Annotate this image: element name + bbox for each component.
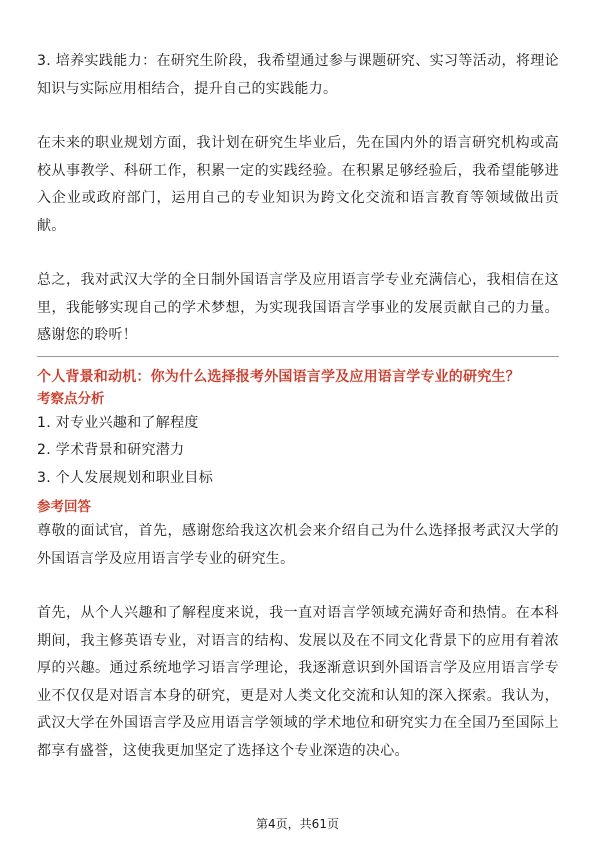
- section-divider: [37, 356, 559, 357]
- list-item: 1. 对专业兴趣和了解程度: [37, 414, 199, 431]
- document-page: [37, 48, 559, 765]
- list-item: 2. 学术背景和研究潜力: [37, 442, 185, 458]
- list-item: 3. 个人发展规划和职业目标: [37, 469, 214, 486]
- conclusion-paragraph: 总之，我对武汉大学的全日制外国语言学及应用语言学专业充满信心，我相信在这里，我能够实现自己的学术梦想，为实现我国语言学事业的发展贡献自己的力量。感谢您的聆听！: [37, 272, 559, 343]
- answer-interest-paragraph: 首先，从个人兴趣和了解程度来说，我一直对语言学领域充满好奇和热情。在本科期间，我主修英语专业，对语言的结构、发展以及在不同文化背景下的应用有着浓厚的兴趣。通过系统地学习语言学理论，我逐渐意识到外国语言学及应用语言学专业不仅仅是对语言本身的研究，更是对人类文化交流和认知的深入探索。我认为，武汉大学在外国语言学及应用语言学领域的学术地位和研究实力在全国乃至国际上都享有盛誉，这使我更加坚定了选择这个专业深造的决心。: [37, 605, 559, 759]
- answer-intro-paragraph: 尊敬的面试官，首先，感谢您给我这次机会来介绍自己为什么选择报考武汉大学的外国语言学及应用语言学专业的研究生。: [37, 523, 559, 567]
- answer-heading: 参考回答: [37, 499, 91, 515]
- question-title: 个人背景和动机：你为什么选择报考外国语言学及应用语言学专业的研究生？: [37, 368, 520, 385]
- page-number: 第4页，共61页: [256, 817, 339, 831]
- analysis-heading: 考察点分析: [37, 390, 105, 407]
- analysis-points-list: [37, 410, 559, 493]
- practice-ability-paragraph: 3. 培养实践能力：在研究生阶段，我希望通过参与课题研究、实习等活动，将理论知识与实际应用相结合，提升自己的实践能力。: [37, 53, 559, 97]
- career-plan-paragraph: 在未来的职业规划方面，我计划在研究生毕业后，先在国内外的语言研究机构或高校从事教学、科研工作，积累一定的实践经验。在积累足够经验后，我希望能够进入企业或政府部门，运用自己的专业知识为跨文化交流和语言教育等领域做出贡献。: [37, 135, 559, 234]
